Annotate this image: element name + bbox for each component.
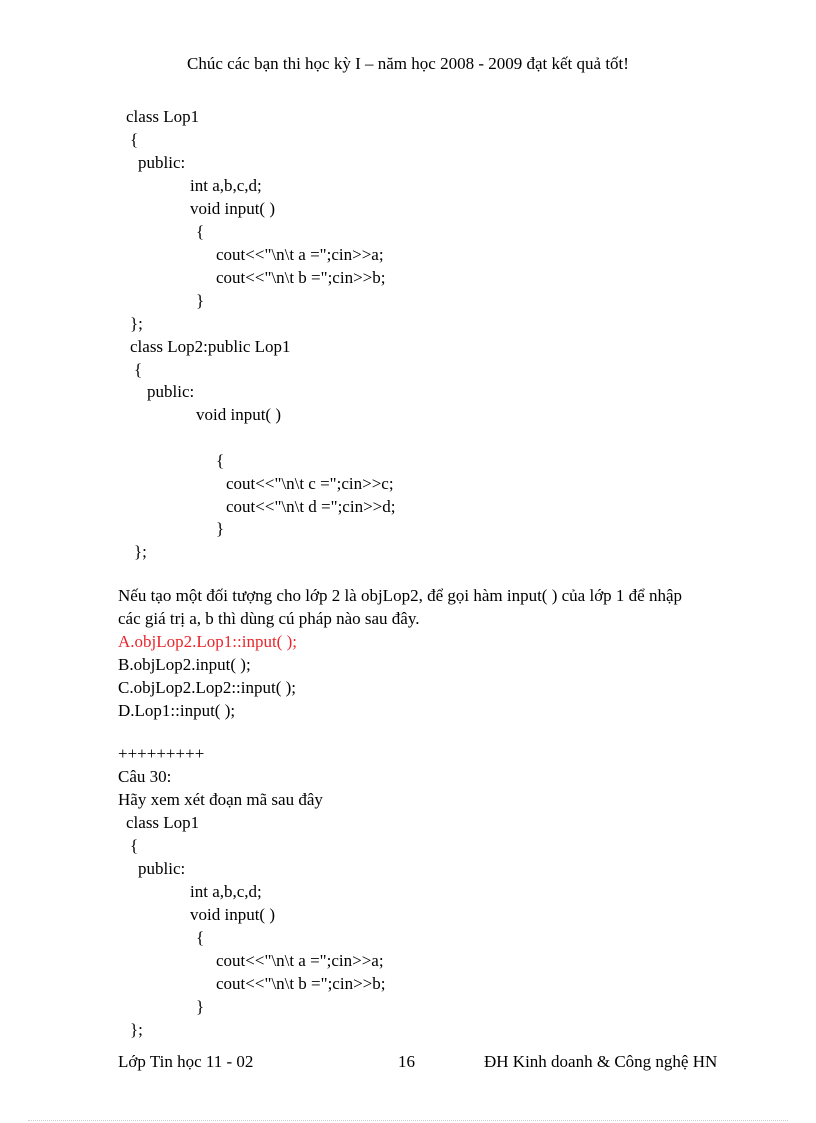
code-line: public:: [138, 153, 186, 172]
code-line: void input( ): [190, 905, 275, 924]
code-line: cout<<"\n\t b =";cin>>b;: [216, 974, 386, 993]
code-line: cout<<"\n\t a =";cin>>a;: [216, 951, 384, 970]
code-line: cout<<"\n\t a =";cin>>a;: [216, 245, 384, 264]
page-bottom-divider: [28, 1120, 788, 1121]
option-a-correct: A.objLop2.Lop1::input( );: [118, 632, 297, 651]
code-line: class Lop1: [126, 107, 200, 126]
code-line: class Lop1: [126, 813, 200, 832]
code-line: void input( ): [196, 405, 281, 424]
option-d: D.Lop1::input( );: [118, 701, 236, 720]
footer-page-number: 16: [398, 1052, 415, 1071]
code-line: }: [196, 997, 205, 1016]
code-line: }: [216, 519, 225, 538]
code-line: {: [196, 222, 205, 241]
question-30-title: Câu 30:: [118, 767, 172, 786]
footer-class-name: Lớp Tin học 11 - 02: [118, 1052, 254, 1071]
option-b: B.objLop2.input( );: [118, 655, 251, 674]
question-text: Nếu tạo một đối tượng cho lớp 2 là objLop2, để gọi hàm input( ) của lớp 1 để nhập: [118, 586, 683, 605]
code-line: };: [134, 542, 147, 561]
page-header: Chúc các bạn thi học kỳ I – năm học 2008 - 2009 đạt kết quả tốt!: [187, 54, 629, 73]
code-line: cout<<"\n\t b =";cin>>b;: [216, 268, 386, 287]
code-line: {: [216, 451, 225, 470]
code-line: public:: [138, 859, 186, 878]
code-line: class Lop2:public Lop1: [130, 337, 291, 356]
code-line: {: [130, 836, 139, 855]
code-line: void input( ): [190, 199, 275, 218]
question-text: các giá trị a, b thì dùng cú pháp nào sau đây.: [118, 609, 420, 628]
option-c: C.objLop2.Lop2::input( );: [118, 678, 297, 697]
code-line: };: [130, 1020, 143, 1039]
code-line: cout<<"\n\t c =";cin>>c;: [226, 474, 394, 493]
code-line: };: [130, 314, 143, 333]
footer-school: ĐH Kinh doanh & Công nghệ HN: [484, 1052, 718, 1071]
code-line: {: [130, 130, 139, 149]
question-30-intro: Hãy xem xét đoạn mã sau đây: [118, 790, 323, 809]
code-line: int a,b,c,d;: [190, 176, 262, 195]
code-line: int a,b,c,d;: [190, 882, 262, 901]
code-line: }: [196, 291, 205, 310]
code-line: public:: [147, 382, 195, 401]
code-line: {: [196, 928, 205, 947]
code-line: {: [134, 360, 143, 379]
separator: +++++++++: [118, 744, 205, 763]
code-line: cout<<"\n\t d =";cin>>d;: [226, 497, 396, 516]
